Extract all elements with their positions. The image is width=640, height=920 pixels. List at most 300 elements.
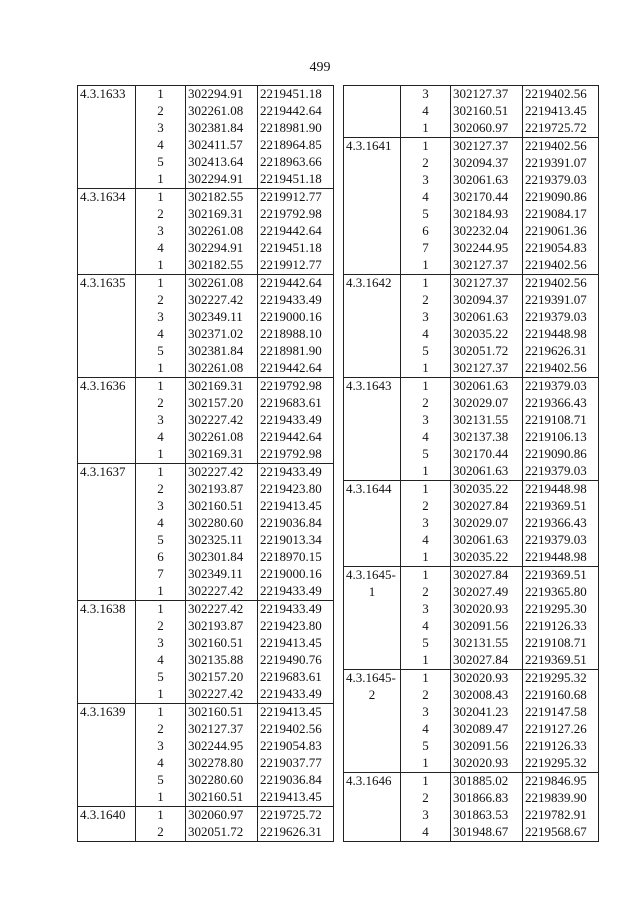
table-row (78, 103, 334, 120)
parcel-id-empty (344, 755, 401, 773)
coordinate-x: 302294.91 (186, 86, 258, 104)
coordinate-y: 2219912.77 (258, 189, 334, 207)
point-number: 2 (401, 155, 451, 172)
coordinate-x: 302027.84 (451, 567, 523, 585)
coordinate-y: 2219369.51 (523, 567, 599, 585)
coordinate-x: 302061.63 (451, 463, 523, 481)
parcel-id-empty (78, 618, 136, 635)
parcel-id-empty (78, 532, 136, 549)
coordinate-x: 302193.87 (186, 481, 258, 498)
parcel-id-empty (344, 601, 401, 618)
coordinate-y: 2219379.03 (523, 309, 599, 326)
parcel-id-empty (78, 481, 136, 498)
table-row (78, 635, 334, 652)
coordinate-y: 2219054.83 (523, 240, 599, 257)
parcel-id-empty (78, 206, 136, 223)
coordinate-y: 2219846.95 (523, 773, 599, 791)
parcel-id-empty (78, 103, 136, 120)
table-row (344, 618, 599, 635)
coordinate-x: 301863.53 (451, 807, 523, 824)
table-row (78, 446, 334, 464)
table-row (78, 292, 334, 309)
coordinate-y: 2219413.45 (258, 704, 334, 722)
point-number: 1 (136, 807, 186, 825)
coordinate-y: 2219108.71 (523, 412, 599, 429)
coordinate-y: 2219683.61 (258, 395, 334, 412)
table-row (344, 824, 599, 842)
table-row (344, 515, 599, 532)
coordinate-y: 2219626.31 (523, 343, 599, 360)
coordinate-y: 2219423.80 (258, 618, 334, 635)
parcel-id-empty (344, 172, 401, 189)
coordinate-y: 2219433.49 (258, 686, 334, 704)
table-body-left (78, 86, 334, 842)
table-row (344, 807, 599, 824)
coordinate-y: 2219106.13 (523, 429, 599, 446)
point-number: 1 (136, 686, 186, 704)
table-row (78, 154, 334, 171)
coordinate-x: 302381.84 (186, 120, 258, 137)
coordinate-x: 302278.80 (186, 755, 258, 772)
coordinate-x: 302261.08 (186, 223, 258, 240)
point-number: 4 (401, 532, 451, 549)
point-number: 5 (136, 669, 186, 686)
point-number: 4 (401, 721, 451, 738)
table-row (78, 498, 334, 515)
point-number: 2 (136, 292, 186, 309)
parcel-id-empty (344, 738, 401, 755)
coordinate-y: 2219000.16 (258, 566, 334, 583)
parcel-id-empty (344, 120, 401, 138)
point-number: 1 (401, 567, 451, 585)
table-row (344, 773, 599, 791)
parcel-id-empty (344, 360, 401, 378)
coordinates-table-right (343, 85, 599, 842)
coordinate-x: 302244.95 (451, 240, 523, 257)
parcel-id: 4.3.1635 (78, 275, 136, 293)
coordinate-y: 2219433.49 (258, 464, 334, 482)
table-row (78, 755, 334, 772)
table-row (78, 515, 334, 532)
point-number: 2 (401, 292, 451, 309)
point-number: 5 (136, 532, 186, 549)
point-number: 2 (136, 721, 186, 738)
coordinate-x: 302261.08 (186, 429, 258, 446)
coordinate-x: 302280.60 (186, 515, 258, 532)
point-number: 1 (136, 86, 186, 104)
parcel-id-empty (344, 704, 401, 721)
coordinate-x: 302413.64 (186, 154, 258, 171)
parcel-id: 4.3.1645- (344, 670, 401, 688)
parcel-id-suffix: 1 (344, 584, 401, 601)
parcel-id-empty (344, 790, 401, 807)
coordinate-x: 302371.02 (186, 326, 258, 343)
coordinate-x: 302169.31 (186, 206, 258, 223)
point-number: 5 (136, 772, 186, 789)
coordinate-x: 302131.55 (451, 635, 523, 652)
coordinate-x: 302227.42 (186, 686, 258, 704)
table-row (78, 704, 334, 722)
table-row (78, 807, 334, 825)
point-number: 4 (136, 137, 186, 154)
table-row (78, 789, 334, 807)
parcel-id-empty (78, 772, 136, 789)
coordinate-x: 302160.51 (186, 498, 258, 515)
parcel-id-empty (344, 429, 401, 446)
table-row (344, 755, 599, 773)
table-row (344, 584, 599, 601)
table-row (344, 189, 599, 206)
table-row (344, 412, 599, 429)
parcel-id-empty (344, 395, 401, 412)
parcel-id: 4.3.1638 (78, 601, 136, 619)
parcel-id-empty (344, 515, 401, 532)
coordinate-x: 302301.84 (186, 549, 258, 566)
table-row (344, 481, 599, 499)
coordinate-y: 2219451.18 (258, 86, 334, 104)
point-number: 2 (401, 584, 451, 601)
coordinate-y: 2218981.90 (258, 120, 334, 137)
point-number: 3 (136, 412, 186, 429)
coordinate-y: 2219037.77 (258, 755, 334, 772)
parcel-id-empty (78, 326, 136, 343)
coordinate-x: 302227.42 (186, 464, 258, 482)
table-row (344, 652, 599, 670)
coordinate-x: 302020.93 (451, 755, 523, 773)
coordinate-y: 2218981.90 (258, 343, 334, 360)
coordinate-y: 2219090.86 (523, 189, 599, 206)
point-number: 1 (401, 652, 451, 670)
coordinate-x: 302227.42 (186, 412, 258, 429)
coordinate-x: 302261.08 (186, 360, 258, 378)
table-row (78, 326, 334, 343)
parcel-id-empty (344, 326, 401, 343)
coordinate-x: 302182.55 (186, 257, 258, 275)
coordinate-x: 302280.60 (186, 772, 258, 789)
coordinate-y: 2219490.76 (258, 652, 334, 669)
table-row (344, 395, 599, 412)
parcel-id-empty (78, 223, 136, 240)
parcel-id-empty (78, 549, 136, 566)
coordinate-y: 2219402.56 (523, 275, 599, 293)
point-number: 1 (401, 670, 451, 688)
coordinate-y: 2219839.90 (523, 790, 599, 807)
coordinate-y: 2219369.51 (523, 498, 599, 515)
parcel-id-empty (78, 154, 136, 171)
point-number: 5 (401, 446, 451, 463)
table-row (78, 137, 334, 154)
coordinate-y: 2219379.03 (523, 172, 599, 189)
point-number: 4 (401, 618, 451, 635)
coordinate-x: 302160.51 (186, 635, 258, 652)
point-number: 6 (136, 549, 186, 566)
coordinate-y: 2219725.72 (523, 120, 599, 138)
coordinate-x: 302411.57 (186, 137, 258, 154)
coordinate-y: 2219366.43 (523, 515, 599, 532)
parcel-id-empty (344, 292, 401, 309)
coordinate-x: 302060.97 (451, 120, 523, 138)
coordinate-x: 302060.97 (186, 807, 258, 825)
table-row (344, 275, 599, 293)
parcel-id-empty (344, 635, 401, 652)
coordinate-y: 2219127.26 (523, 721, 599, 738)
coordinate-x: 302027.49 (451, 584, 523, 601)
coordinate-x: 302261.08 (186, 275, 258, 293)
point-number: 2 (401, 790, 451, 807)
coordinate-y: 2219413.45 (258, 635, 334, 652)
point-number: 3 (136, 635, 186, 652)
point-number: 1 (136, 189, 186, 207)
parcel-id-empty (78, 292, 136, 309)
coordinate-x: 302051.72 (186, 824, 258, 842)
table-row (78, 189, 334, 207)
point-number: 4 (136, 240, 186, 257)
coordinate-x: 302232.04 (451, 223, 523, 240)
coordinate-y: 2219366.43 (523, 395, 599, 412)
coordinate-y: 2219369.51 (523, 652, 599, 670)
coordinate-x: 302127.37 (186, 721, 258, 738)
point-number: 1 (136, 446, 186, 464)
parcel-id-empty (78, 171, 136, 189)
coordinate-x: 302349.11 (186, 566, 258, 583)
parcel-id: 4.3.1645- (344, 567, 401, 585)
coordinate-x: 302035.22 (451, 481, 523, 499)
coordinate-y: 2219379.03 (523, 378, 599, 396)
point-number: 1 (136, 360, 186, 378)
coordinate-y: 2219160.68 (523, 687, 599, 704)
table-row (78, 481, 334, 498)
point-number: 4 (401, 824, 451, 842)
table-row (344, 326, 599, 343)
coordinate-x: 302020.93 (451, 670, 523, 688)
point-number: 3 (401, 601, 451, 618)
coordinate-x: 302170.44 (451, 446, 523, 463)
point-number: 1 (401, 360, 451, 378)
point-number: 3 (401, 515, 451, 532)
coordinate-x: 302029.07 (451, 395, 523, 412)
table-row (78, 360, 334, 378)
point-number: 5 (136, 154, 186, 171)
page-number: 499 (309, 60, 331, 75)
table-row (78, 206, 334, 223)
table-row (344, 309, 599, 326)
coordinate-x: 302061.63 (451, 532, 523, 549)
point-number: 3 (401, 309, 451, 326)
coordinate-x: 302169.31 (186, 446, 258, 464)
coordinate-x: 302294.91 (186, 240, 258, 257)
point-number: 4 (136, 515, 186, 532)
parcel-id-empty (78, 635, 136, 652)
table-row (344, 721, 599, 738)
coordinate-x: 302170.44 (451, 189, 523, 206)
coordinate-x: 302027.84 (451, 652, 523, 670)
coordinate-x: 302020.93 (451, 601, 523, 618)
parcel-id-empty (344, 103, 401, 120)
coordinate-y: 2219365.80 (523, 584, 599, 601)
coordinate-y: 2219413.45 (258, 789, 334, 807)
coordinate-x: 302182.55 (186, 189, 258, 207)
parcel-id-empty (344, 532, 401, 549)
coordinate-y: 2219451.18 (258, 240, 334, 257)
point-number: 1 (136, 789, 186, 807)
coordinate-x: 302061.63 (451, 309, 523, 326)
point-number: 2 (136, 481, 186, 498)
point-number: 4 (136, 429, 186, 446)
table-row (78, 309, 334, 326)
point-number: 1 (136, 583, 186, 601)
coordinate-x: 302131.55 (451, 412, 523, 429)
coordinate-y: 2219013.34 (258, 532, 334, 549)
point-number: 3 (401, 172, 451, 189)
coordinate-x: 302157.20 (186, 395, 258, 412)
table-row (344, 635, 599, 652)
parcel-id-empty (78, 515, 136, 532)
coordinate-y: 2219451.18 (258, 171, 334, 189)
coordinate-x: 302091.56 (451, 618, 523, 635)
table-row (344, 257, 599, 275)
point-number: 1 (136, 704, 186, 722)
parcel-id-empty (344, 549, 401, 567)
table-row (78, 652, 334, 669)
table-row (344, 240, 599, 257)
coordinate-x: 302184.93 (451, 206, 523, 223)
parcel-id-empty (78, 429, 136, 446)
point-number: 5 (401, 206, 451, 223)
coordinate-y: 2219448.98 (523, 549, 599, 567)
parcel-id: 4.3.1640 (78, 807, 136, 825)
table-row (78, 464, 334, 482)
parcel-id: 4.3.1636 (78, 378, 136, 396)
coordinate-y: 2219090.86 (523, 446, 599, 463)
coordinate-x: 302169.31 (186, 378, 258, 396)
coordinate-y: 2219423.80 (258, 481, 334, 498)
parcel-id-suffix: 2 (344, 687, 401, 704)
coordinate-x: 301885.02 (451, 773, 523, 791)
table-row (78, 824, 334, 842)
point-number: 2 (136, 618, 186, 635)
point-number: 5 (401, 343, 451, 360)
coordinate-y: 2219036.84 (258, 515, 334, 532)
coordinate-x: 302127.37 (451, 360, 523, 378)
coordinate-y: 2219433.49 (258, 601, 334, 619)
table-row (78, 395, 334, 412)
coordinate-y: 2219402.56 (523, 86, 599, 104)
table-row (78, 86, 334, 104)
parcel-id-empty (78, 669, 136, 686)
coordinate-y: 2219442.64 (258, 103, 334, 120)
coordinate-y: 2219792.98 (258, 378, 334, 396)
point-number: 1 (136, 378, 186, 396)
coordinate-y: 2219295.30 (523, 601, 599, 618)
table-row (78, 378, 334, 396)
coordinate-y: 2219683.61 (258, 669, 334, 686)
coordinate-x: 302029.07 (451, 515, 523, 532)
table-row (344, 103, 599, 120)
parcel-id-empty (344, 412, 401, 429)
coordinate-y: 2219054.83 (258, 738, 334, 755)
parcel-id-empty (78, 120, 136, 137)
point-number: 4 (136, 652, 186, 669)
table-row (344, 687, 599, 704)
table-row (344, 738, 599, 755)
point-number: 1 (136, 601, 186, 619)
coordinate-y: 2219442.64 (258, 429, 334, 446)
point-number: 1 (401, 755, 451, 773)
point-number: 7 (136, 566, 186, 583)
coordinate-y: 2219402.56 (523, 257, 599, 275)
point-number: 2 (401, 687, 451, 704)
coordinate-y: 2219413.45 (258, 498, 334, 515)
table-row (344, 567, 599, 585)
coordinate-y: 2219379.03 (523, 532, 599, 549)
parcel-id-empty (78, 446, 136, 464)
parcel-id: 4.3.1644 (344, 481, 401, 499)
point-number: 4 (401, 103, 451, 120)
table-row (344, 670, 599, 688)
table-row (344, 155, 599, 172)
coordinate-y: 2219442.64 (258, 275, 334, 293)
parcel-id-empty (344, 257, 401, 275)
coordinate-y: 2219402.56 (523, 360, 599, 378)
parcel-id-empty (78, 789, 136, 807)
coordinate-y: 2219000.16 (258, 309, 334, 326)
coordinate-y: 2219126.33 (523, 618, 599, 635)
coordinate-x: 302227.42 (186, 292, 258, 309)
coordinate-y: 2219433.49 (258, 583, 334, 601)
table-row (344, 704, 599, 721)
point-number: 3 (401, 704, 451, 721)
parcel-id: 4.3.1643 (344, 378, 401, 396)
point-number: 5 (401, 635, 451, 652)
table-row (78, 721, 334, 738)
table-row (344, 463, 599, 481)
table-row (344, 498, 599, 515)
coordinate-x: 302061.63 (451, 172, 523, 189)
coordinate-y: 2219295.32 (523, 670, 599, 688)
parcel-id-empty (344, 155, 401, 172)
coordinate-y: 2219108.71 (523, 635, 599, 652)
point-number: 3 (136, 498, 186, 515)
coordinate-y: 2219433.49 (258, 412, 334, 429)
table-row (78, 772, 334, 789)
point-number: 1 (401, 257, 451, 275)
parcel-id-empty (344, 652, 401, 670)
coordinate-y: 2219061.36 (523, 223, 599, 240)
parcel-id-empty (78, 566, 136, 583)
table-body-right (344, 86, 599, 842)
coordinate-y: 2219792.98 (258, 206, 334, 223)
parcel-id-empty (344, 463, 401, 481)
parcel-id-empty (344, 807, 401, 824)
point-number: 1 (401, 481, 451, 499)
point-number: 1 (136, 171, 186, 189)
table-row (78, 532, 334, 549)
point-number: 5 (401, 738, 451, 755)
table-row (78, 738, 334, 755)
coordinate-x: 302094.37 (451, 155, 523, 172)
coordinate-y: 2219391.07 (523, 292, 599, 309)
parcel-id: 4.3.1637 (78, 464, 136, 482)
point-number: 4 (401, 326, 451, 343)
parcel-id-empty (78, 137, 136, 154)
table-row (78, 223, 334, 240)
table-row (344, 206, 599, 223)
point-number: 7 (401, 240, 451, 257)
coordinate-y: 2219147.58 (523, 704, 599, 721)
coordinate-y: 2218988.10 (258, 326, 334, 343)
parcel-id-empty (78, 721, 136, 738)
table-row (344, 138, 599, 156)
